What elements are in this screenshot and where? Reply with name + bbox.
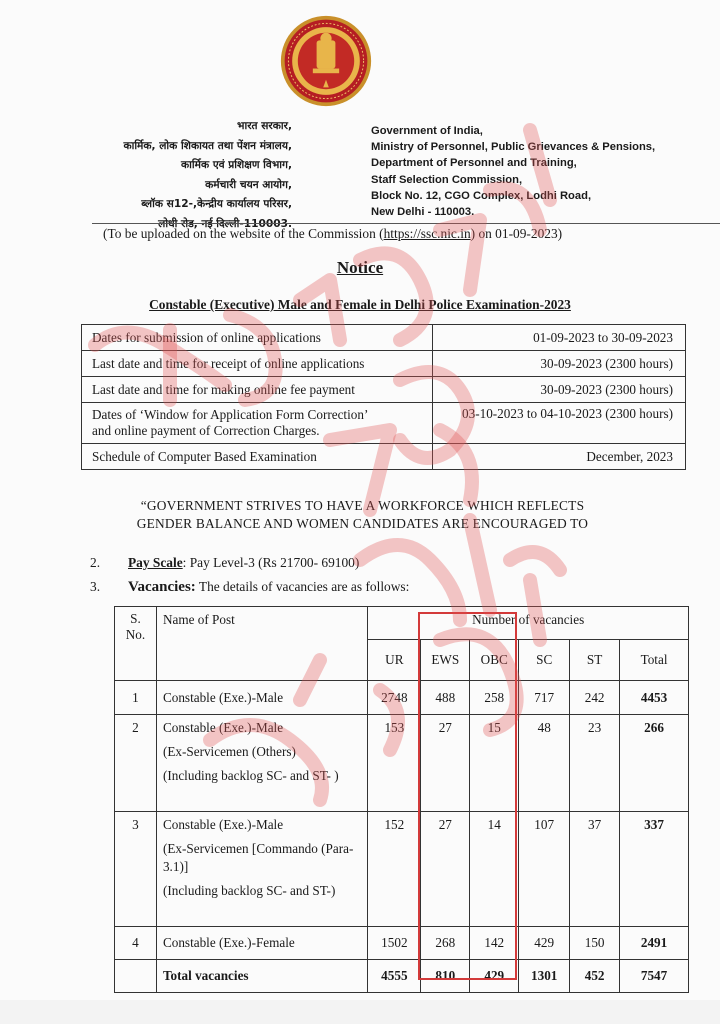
hindi-line: लोधी रोड, नई दिल्ली-110003. xyxy=(158,217,292,230)
row-value: 717 xyxy=(519,681,570,715)
vacancy-table xyxy=(114,606,689,993)
total-value: 1301 xyxy=(519,960,570,993)
important-dates-table xyxy=(81,324,686,470)
row-total: 266 xyxy=(620,715,689,812)
gender-balance-quote xyxy=(90,497,635,533)
post-line: (Ex-Servicemen (Others) xyxy=(162,744,296,759)
header-sno: S. No. xyxy=(115,607,157,681)
table-row xyxy=(82,377,686,403)
date-label xyxy=(82,403,433,444)
row-post xyxy=(156,812,367,927)
header-col: SC xyxy=(519,640,570,681)
row-value: 142 xyxy=(470,927,519,960)
table-row xyxy=(82,403,686,444)
post-line: (Ex-Servicemen [Commando (Para-3.1)] xyxy=(162,841,354,874)
total-value: 429 xyxy=(470,960,519,993)
header-col: OBC xyxy=(470,640,519,681)
header-col: UR xyxy=(368,640,421,681)
total-label: Total vacancies xyxy=(156,960,367,993)
row-value: 153 xyxy=(368,715,421,812)
date-value: 03-10-2023 to 04-10-2023 (2300 hours) xyxy=(433,403,686,444)
exam-title: Constable (Executive) Male and Female in Delhi Police Examination-2023 xyxy=(149,297,571,312)
table-row xyxy=(115,715,689,812)
total-value: 4555 xyxy=(368,960,421,993)
post-line: (Including backlog SC- and ST-) xyxy=(162,883,336,898)
english-line: Department of Personnel and Training, xyxy=(371,157,577,170)
table-row xyxy=(115,681,689,715)
total-empty-cell xyxy=(115,960,157,993)
date-value: 30-09-2023 (2300 hours) xyxy=(433,377,686,403)
row-sno: 3 xyxy=(115,812,157,927)
row-post xyxy=(156,715,367,812)
row-value: 27 xyxy=(421,812,470,927)
table-row xyxy=(82,351,686,377)
vacancies-label: Vacancies: xyxy=(128,579,196,595)
commission-website-link[interactable]: https://ssc.nic.in xyxy=(383,226,471,241)
row-total: 2491 xyxy=(620,927,689,960)
row-post: Constable (Exe.)-Male xyxy=(156,681,367,715)
row-value: 14 xyxy=(470,812,519,927)
row-value: 48 xyxy=(519,715,570,812)
row-value: 150 xyxy=(570,927,620,960)
hindi-line: भारत सरकार, xyxy=(237,120,292,132)
vacancies-paragraph xyxy=(90,579,409,596)
row-value: 152 xyxy=(368,812,421,927)
header-col: Total xyxy=(620,640,689,681)
header-number-of-vacancies: Number of vacancies xyxy=(368,607,689,640)
para-number: 3. xyxy=(90,579,101,594)
date-label: Schedule of Computer Based Examination xyxy=(82,444,433,470)
english-line: Staff Selection Commission, xyxy=(371,173,523,186)
notice-title: Notice xyxy=(336,258,384,277)
para-number: 2. xyxy=(90,555,101,570)
table-row xyxy=(115,927,689,960)
header-col: EWS xyxy=(421,640,470,681)
row-value: 23 xyxy=(570,715,620,812)
quote-line: GENDER BALANCE AND WOMEN CANDIDATES ARE ENCOURAGED TO xyxy=(136,516,589,531)
row-value: 488 xyxy=(421,681,470,715)
row-value: 2748 xyxy=(368,681,421,715)
hindi-address xyxy=(60,117,292,234)
upload-suffix: ) on 01-09-2023) xyxy=(470,226,563,241)
post-line: Constable (Exe.)-Male xyxy=(162,720,284,735)
header-divider xyxy=(92,223,720,224)
row-value: 258 xyxy=(470,681,519,715)
row-value: 27 xyxy=(421,715,470,812)
vacancies-text: The details of vacancies are as follows: xyxy=(195,579,410,594)
total-row xyxy=(115,960,689,993)
row-sno: 2 xyxy=(115,715,157,812)
row-total: 4453 xyxy=(620,681,689,715)
hindi-line: कर्मचारी चयन आयोग, xyxy=(205,178,292,191)
row-value: 242 xyxy=(570,681,620,715)
table-row xyxy=(115,812,689,927)
pay-scale-text: : Pay Level-3 (Rs 21700- 69100) xyxy=(182,555,360,570)
row-sno: 1 xyxy=(115,681,157,715)
row-value: 268 xyxy=(421,927,470,960)
english-line: Government of India, xyxy=(371,125,483,137)
post-line: (Including backlog SC- and ST- ) xyxy=(162,768,339,783)
date-value: 01-09-2023 to 30-09-2023 xyxy=(433,325,686,351)
table-header-row xyxy=(115,607,689,640)
date-label: Dates for submission of online applications xyxy=(82,325,433,351)
hindi-line: कार्मिक, लोक शिकायत तथा पेंशन मंत्रालय, xyxy=(123,139,292,152)
row-post: Constable (Exe.)-Female xyxy=(156,927,367,960)
total-value: 810 xyxy=(421,960,470,993)
table-row xyxy=(82,325,686,351)
row-total: 337 xyxy=(620,812,689,927)
pay-scale-paragraph xyxy=(90,555,359,571)
date-value: December, 2023 xyxy=(433,444,686,470)
english-line: Block No. 12, CGO Complex, Lodhi Road, xyxy=(371,189,592,202)
ssc-emblem-logo xyxy=(279,14,373,108)
row-value: 107 xyxy=(519,812,570,927)
upload-prefix: (To be uploaded on the website of the Commission ( xyxy=(103,226,384,241)
date-label-line: and online payment of Correction Charges. xyxy=(92,423,320,438)
date-label-line: Dates of ‘Window for Application Form Correction’ xyxy=(92,407,369,422)
ews-obc-highlight-box xyxy=(418,612,517,980)
total-value: 452 xyxy=(570,960,620,993)
row-value: 1502 xyxy=(368,927,421,960)
hindi-line: कार्मिक एवं प्रशिक्षण विभाग, xyxy=(181,159,292,171)
total-value: 7547 xyxy=(620,960,689,993)
english-line: Ministry of Personnel, Public Grievances & Pensions, xyxy=(371,141,656,154)
upload-note xyxy=(103,226,562,242)
date-label: Last date and time for making online fee payment xyxy=(82,377,433,403)
table-row xyxy=(82,444,686,470)
row-value: 429 xyxy=(519,927,570,960)
row-value: 37 xyxy=(570,812,620,927)
row-value: 15 xyxy=(470,715,519,812)
header-col: ST xyxy=(570,640,620,681)
page-bottom-edge xyxy=(0,1000,720,1024)
english-address xyxy=(371,123,711,220)
row-sno: 4 xyxy=(115,927,157,960)
quote-line: “GOVERNMENT STRIVES TO HAVE A WORKFORCE WHICH REFLECTS xyxy=(140,498,585,513)
header-post: Name of Post xyxy=(156,607,367,681)
pay-scale-label: Pay Scale xyxy=(128,555,183,570)
date-value: 30-09-2023 (2300 hours) xyxy=(433,351,686,377)
hindi-line: ब्लॉक स12-,केन्द्रीय कार्यालय परिसर, xyxy=(141,198,292,210)
english-line: New Delhi - 110003. xyxy=(371,206,475,219)
post-line: Constable (Exe.)-Male xyxy=(162,817,284,832)
date-label: Last date and time for receipt of online applications xyxy=(82,351,433,377)
